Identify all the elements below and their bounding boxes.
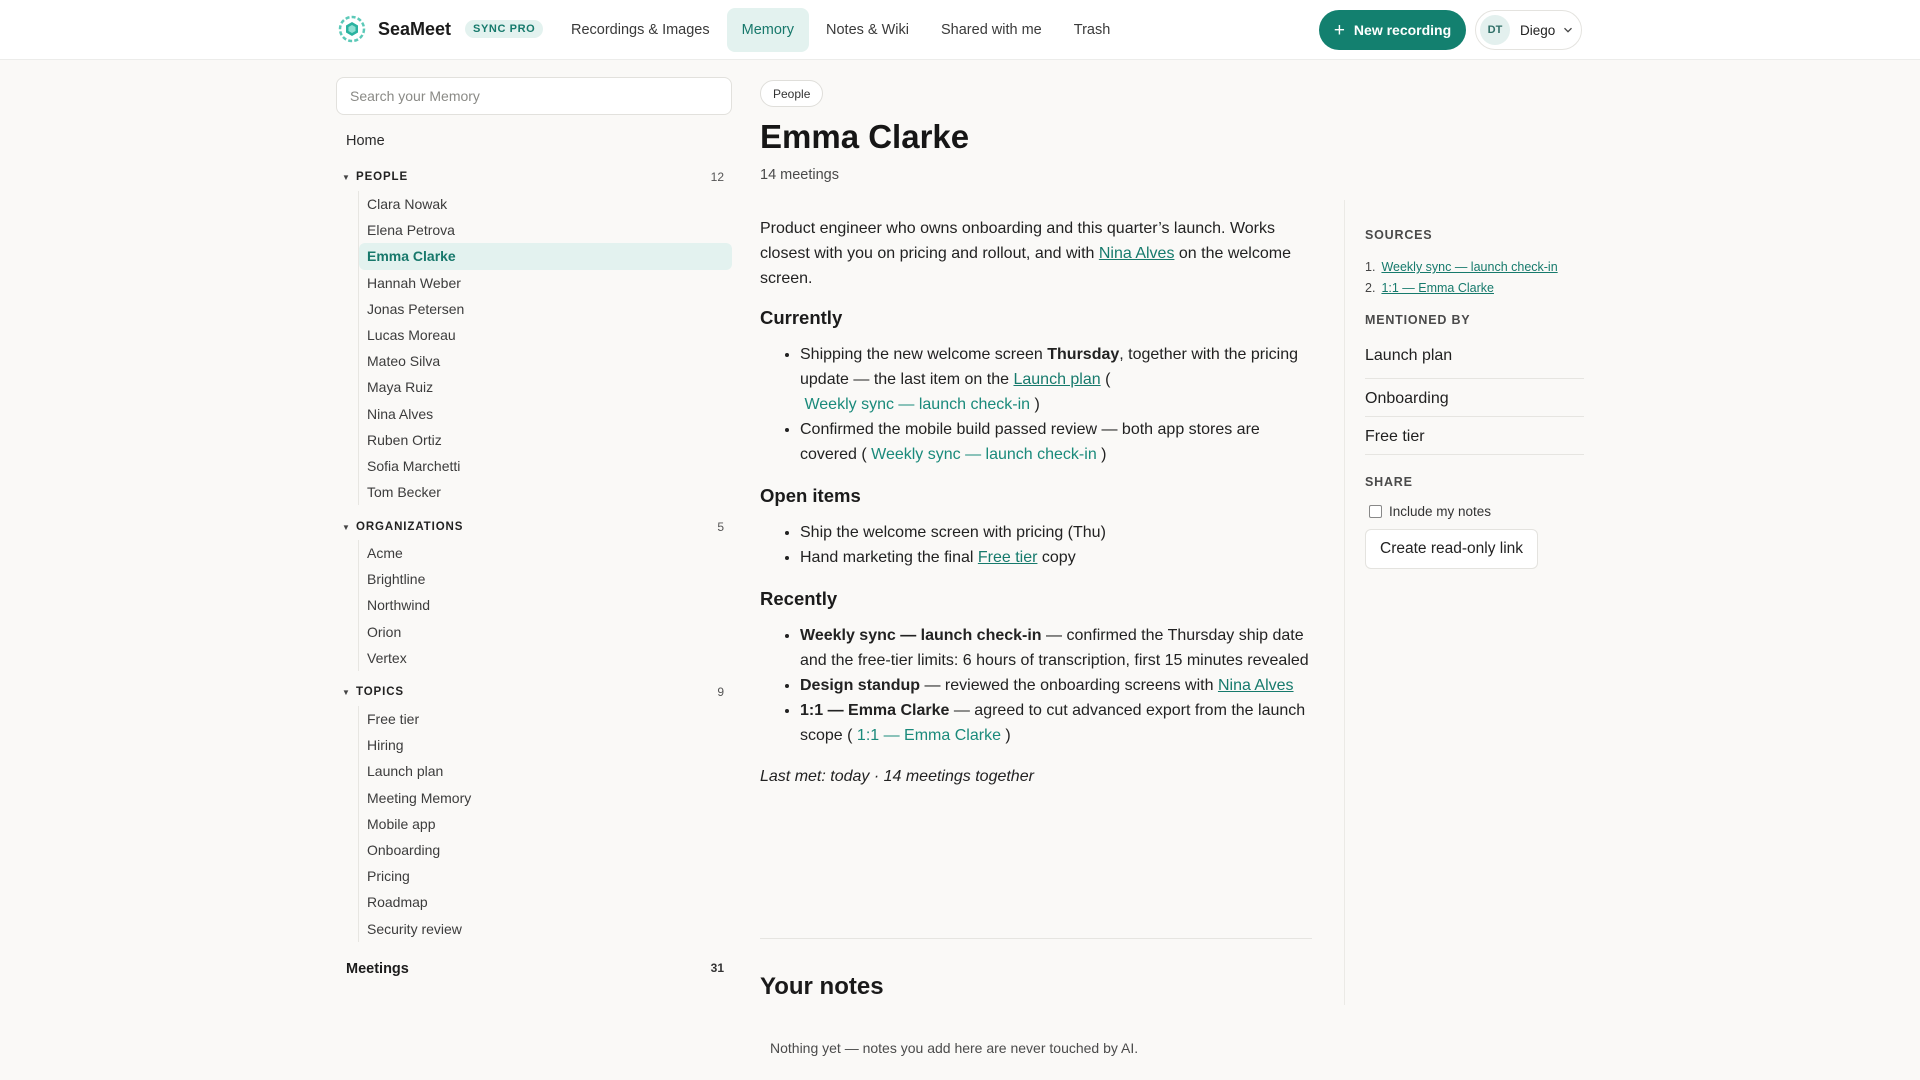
plus-icon: +: [1333, 19, 1345, 41]
topics-count: 9: [717, 685, 724, 699]
sidebar-item-orion[interactable]: Orion: [367, 623, 402, 640]
text: — agreed to cut advanced export from the launch scope (: [800, 702, 1306, 744]
intro-paragraph: [760, 216, 1315, 291]
organizations-count: 5: [717, 520, 724, 534]
organizations-group-header[interactable]: [342, 517, 732, 537]
text: ): [1000, 727, 1011, 744]
currently-list: [800, 342, 1315, 467]
mention-launch-plan[interactable]: Launch plan: [1365, 341, 1584, 379]
list-item: [1365, 257, 1584, 278]
notes-title: Your notes: [760, 973, 884, 1000]
people-list: [358, 191, 732, 505]
nav-notes-wiki[interactable]: Notes & Wiki: [826, 22, 909, 38]
sidebar-item-security-review[interactable]: Security review: [367, 920, 462, 937]
plan-badge: SYNC PRO: [465, 20, 543, 38]
text: Hand marketing the final: [800, 549, 978, 566]
brand[interactable]: [338, 15, 543, 43]
sidebar-item-launch-plan[interactable]: Launch plan: [367, 763, 444, 780]
citation-one-on-one[interactable]: 1:1 — Emma Clarke: [856, 727, 1001, 744]
sidebar-item-brightline[interactable]: Brightline: [367, 571, 426, 588]
mention-free-tier[interactable]: Free tier: [1365, 417, 1584, 455]
sidebar-item-meetings[interactable]: [346, 961, 732, 977]
text: Shipping the new welcome screen: [800, 346, 1048, 363]
list-item: [1365, 278, 1584, 299]
intro-text-end: on the welcome screen.: [760, 245, 1291, 287]
source-number: 1.: [1365, 260, 1376, 274]
notes-empty-state[interactable]: Nothing yet — notes you add here are never touched by AI.: [770, 1040, 1139, 1056]
people-group-header[interactable]: [342, 167, 732, 187]
caret-down-icon: ▼: [342, 687, 350, 697]
list-item: [800, 623, 1315, 673]
sidebar-item-free-tier[interactable]: Free tier: [367, 711, 420, 727]
bold-text: Design standup: [800, 677, 921, 694]
sidebar-item-vertex[interactable]: Vertex: [367, 649, 407, 666]
link-nina-alves[interactable]: Nina Alves: [1217, 677, 1294, 694]
sidebar-item-roadmap[interactable]: Roadmap: [367, 894, 428, 911]
topics-list: [358, 706, 732, 942]
topics-group-title: TOPICS: [356, 686, 405, 698]
search-input[interactable]: [336, 77, 732, 115]
include-notes-label: Include my notes: [1389, 504, 1492, 519]
text: , together with the pricing update — the last item on the: [800, 346, 1299, 388]
new-recording-button[interactable]: [1319, 10, 1466, 50]
include-notes-row[interactable]: [1365, 504, 1584, 519]
bold-text: Weekly sync — launch check-in: [800, 627, 1042, 644]
brand-name: SeaMeet: [378, 18, 452, 39]
sidebar-item-pricing[interactable]: Pricing: [367, 868, 410, 885]
list-item: [800, 417, 1315, 467]
last-met: Last met: today · 14 meetings together: [760, 768, 1034, 785]
list-item: [800, 698, 1315, 748]
link-nina-alves[interactable]: Nina Alves: [1098, 245, 1175, 262]
list-item: [800, 545, 1315, 570]
sidebar-item-mobile-app[interactable]: Mobile app: [367, 815, 436, 832]
page-title: Emma Clarke: [760, 118, 970, 155]
caret-down-icon: ▼: [342, 172, 350, 182]
open-items-list: [800, 520, 1315, 570]
sources-title: SOURCES: [1365, 228, 1433, 242]
source-one-on-one[interactable]: 1:1 — Emma Clarke: [1381, 281, 1494, 295]
organizations-list: [358, 540, 732, 671]
nav-shared-with-me[interactable]: Shared with me: [941, 22, 1042, 38]
main-nav: [556, 8, 1127, 52]
sidebar-item-mateo-silva[interactable]: Mateo Silva: [367, 353, 441, 370]
meetings-label: Meetings: [346, 961, 409, 977]
link-free-tier[interactable]: Free tier: [977, 549, 1038, 566]
citation-weekly-sync[interactable]: Weekly sync — launch check-in: [871, 446, 1097, 463]
create-read-only-link-button[interactable]: Create read-only link: [1365, 529, 1538, 569]
profile-article: [760, 216, 1315, 789]
meeting-count: 14 meetings: [760, 167, 839, 183]
sidebar-item-hiring[interactable]: Hiring: [367, 737, 404, 754]
bold-text: Thursday: [1047, 346, 1120, 363]
top-bar: [0, 0, 1920, 60]
share-title: SHARE: [1365, 475, 1413, 489]
text: ): [1030, 396, 1040, 413]
mention-onboarding[interactable]: Onboarding: [1365, 379, 1584, 417]
sidebar: [336, 77, 733, 977]
rail-divider: [1344, 200, 1345, 1005]
sidebar-item-nina-alves[interactable]: Nina Alves: [367, 405, 434, 422]
recently-list: [800, 623, 1315, 748]
avatar: DT: [1480, 15, 1510, 45]
type-pill[interactable]: People: [760, 80, 823, 107]
sidebar-item-tom-becker[interactable]: Tom Becker: [367, 484, 441, 501]
list-item: [800, 342, 1315, 417]
topics-group-header[interactable]: [342, 682, 732, 702]
meetings-count: 31: [710, 961, 724, 975]
heading-open-items: Open items: [760, 485, 861, 506]
list-item: • Ship the welcome screen with pricing (Thu): [800, 520, 1315, 545]
people-count: 12: [710, 170, 724, 184]
text: — confirmed the Thursday ship date and the free-tier limits: 6 hours of transcription, first 15 minutes revealed: [800, 627, 1309, 669]
text: ): [1096, 446, 1107, 463]
sidebar-item-acme[interactable]: Acme: [367, 545, 403, 561]
sidebar-item-sofia-marchetti[interactable]: Sofia Marchetti: [367, 457, 461, 474]
nav-recordings-images[interactable]: Recordings & Images: [571, 22, 710, 38]
mentioned-by-list: [1365, 341, 1584, 455]
intro-text: Product engineer who owns onboarding and this quarter’s launch. Works closest with you on pricing and rollout, and with: [760, 220, 1275, 262]
sidebar-item-maya-ruiz[interactable]: Maya Ruiz: [367, 379, 434, 396]
source-number: 2.: [1365, 281, 1376, 295]
heading-currently: Currently: [760, 307, 843, 328]
list-item: [800, 673, 1315, 698]
sidebar-item-meeting-memory[interactable]: Meeting Memory: [367, 789, 472, 806]
sidebar-item-northwind[interactable]: Northwind: [367, 597, 431, 614]
nav-memory[interactable]: Memory: [727, 8, 809, 52]
sidebar-item-emma-clarke[interactable]: Emma Clarke: [359, 243, 732, 269]
text: copy: [1037, 549, 1076, 566]
link-launch-plan[interactable]: Launch plan: [1013, 371, 1101, 388]
organizations-group-title: ORGANIZATIONS: [356, 521, 464, 533]
seameet-logo-icon: [338, 15, 366, 43]
divider: [760, 938, 1312, 939]
sidebar-item-hannah-weber[interactable]: Hannah Weber: [367, 274, 461, 291]
mentioned-by-title: MENTIONED BY: [1365, 313, 1471, 327]
sidebar-item-lucas-moreau[interactable]: Lucas Moreau: [367, 326, 456, 343]
bold-text: 1:1 — Emma Clarke: [800, 702, 950, 719]
nav-trash[interactable]: Trash: [1073, 22, 1111, 38]
sidebar-item-ruben-ortiz[interactable]: Ruben Ortiz: [367, 431, 442, 448]
source-weekly-sync[interactable]: Weekly sync — launch check-in: [1381, 260, 1558, 274]
sources-list: [1365, 257, 1584, 299]
text: Confirmed the mobile build passed review — both app stores are covered (: [800, 421, 1260, 463]
sidebar-item-elena-petrova[interactable]: Elena Petrova: [367, 222, 455, 239]
people-group-title: PEOPLE: [356, 171, 409, 183]
sidebar-item-jonas-petersen[interactable]: Jonas Petersen: [367, 300, 465, 317]
text: — reviewed the onboarding screens with: [920, 677, 1218, 694]
heading-recently: Recently: [760, 588, 838, 609]
include-notes-checkbox[interactable]: [1369, 505, 1382, 518]
sidebar-item-clara-nowak[interactable]: Clara Nowak: [367, 196, 448, 212]
sidebar-item-home[interactable]: Home: [346, 133, 385, 149]
chevron-down-icon: [1563, 25, 1573, 35]
right-rail: [1365, 228, 1584, 569]
user-name: Diego: [1520, 22, 1556, 38]
caret-down-icon: ▼: [342, 522, 350, 532]
user-menu[interactable]: [1475, 10, 1582, 50]
sidebar-item-onboarding[interactable]: Onboarding: [367, 841, 441, 858]
text: (: [1100, 371, 1111, 388]
citation-weekly-sync[interactable]: Weekly sync — launch check-in: [804, 396, 1031, 413]
new-recording-label: New recording: [1353, 22, 1452, 38]
